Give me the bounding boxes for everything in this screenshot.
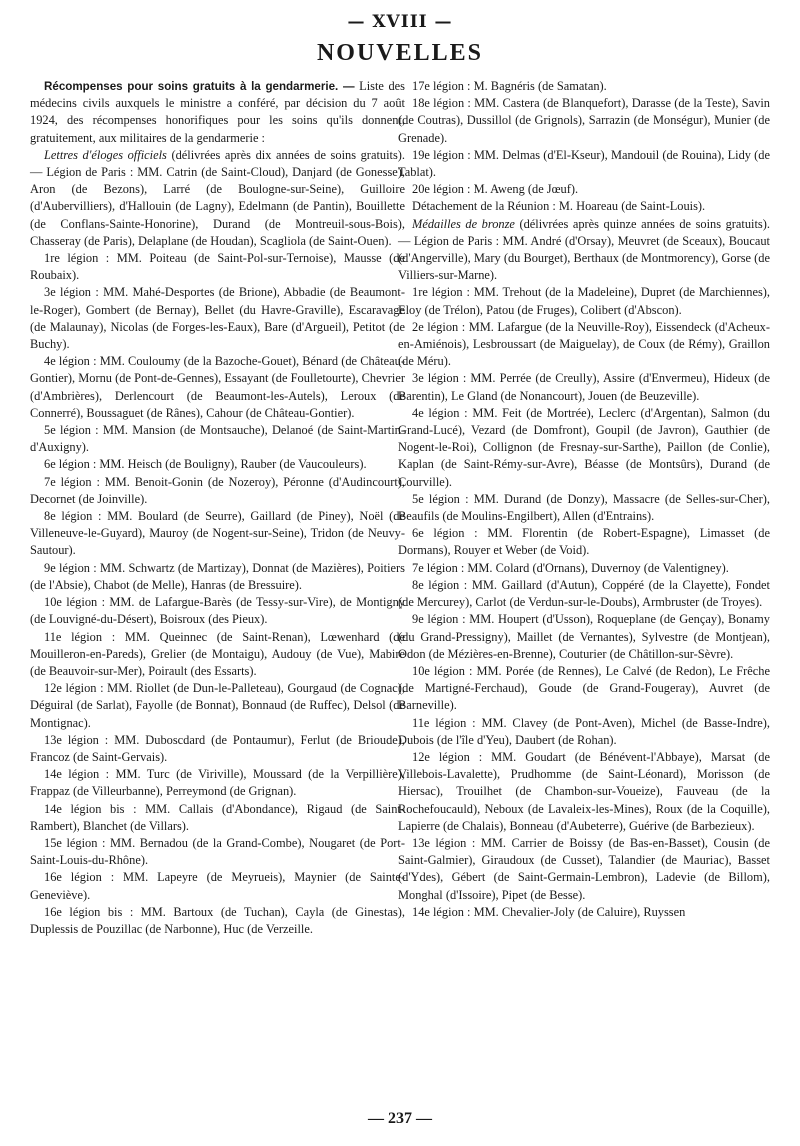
right-legion-list-after (398, 284, 770, 921)
legion-paragraph: 20e légion : M. Aweng (de Jœuf). (412, 182, 579, 197)
right-legion-list-before (398, 78, 770, 216)
legion-paragraph: 15e légion : MM. Bernadou (de la Grand-Combe), Nougaret (de Port-Saint-Louis-du-Rhône). (30, 835, 405, 868)
legion-paragraph: 14e légion : MM. Chevalier-Joly (de Caluire), Ruyssen (412, 904, 686, 919)
medailles-text: (délivrées après quinze années de soins gratuits). — Légion de Paris : MM. André (d'Orsay), Meuvret (de Sceaux), Boucaut (d'Angerville), Mary (du Bourget), Berthaux (de Montmorency), Gorse (de Villiers-sur-Marne). (398, 216, 770, 283)
legion-paragraph: 11e légion : MM. Clavey (de Pont-Aven), Michel (de Basse-Indre), Dubois (de l'île d'Yeu), Daubert (de Rohan). (398, 715, 770, 747)
legion-paragraph: 5e légion : MM. Durand (de Donzy), Massacre (de Selles-sur-Cher), Beaufils (de Moulins-Engilbert), Allen (d'Entrains). (398, 491, 770, 524)
legion-paragraph: 14e légion : MM. Turc (de Viriville), Moussard (de la Verpillière), Frappaz (de Villeurbanne), Perreymond (de Grignan). (30, 767, 405, 799)
legion-paragraph: 18e légion : MM. Castera (de Blanquefort), Darasse (de la Teste), Savin (de Coutras), Dussillol (de Grignols), Sarrazin (de Monségur), Munier (de Grenade). (398, 96, 770, 145)
legion-paragraph: 17e légion : M. Bagnéris (de Samatan). (412, 79, 607, 93)
page-title: NOUVELLES (316, 40, 484, 66)
left-legion-list (30, 250, 405, 938)
legion-paragraph: 16e légion bis : MM. Bartoux (de Tuchan), Cayla (de Ginestas), Duplessis de Pouzillac (de Narbonne), Huc (de Verzeille. (30, 904, 405, 936)
medailles-paragraph (398, 216, 770, 285)
section-heading: Récompenses pour soins gratuits à la gendarmerie. — (44, 80, 355, 93)
right-column (398, 78, 770, 921)
legion-paragraph: 13e légion : MM. Duboscdard (de Pontaumur), Ferlut (de Brioude), Francoz (de Saint-Gervais). (30, 732, 405, 764)
medailles-label: Médailles de bronze (412, 216, 515, 231)
legion-paragraph: 4e légion : MM. Feit (de Mortrée), Leclerc (d'Argentan), Salmon (du Grand-Lucé), Vezard (de Domfront), Goupil (de Javron), Gauthier (de Nogent-le-Roi), Collignon (de Fresnay-sur-Sarthe), Paillon (de Conlie), Kaplan (de Saint-Rémy-sur-Avre), Béasse (de Montsûrs), Durand (de Courville). (398, 405, 770, 489)
lettres-label: Lettres d'éloges officiels (44, 147, 167, 162)
legion-paragraph: 5e légion : MM. Mansion (de Montsauche), Delanoé (de Saint-Martin-d'Auxigny). (30, 423, 405, 455)
lettres-text: (délivrées après dix années de soins gratuits). — Légion de Paris : MM. Catrin (de Saint-Cloud), Danjard (de Gonesse), Aron (de Bezons), Larré (de Boulogne-sur-Seine), Guilloire (d'Aubervilliers), d'Hallouin (de Lagny), Edelmann (de Pantin), Bouillette (de Conflans-Sainte-Honorine), Durand (de Montreuil-sous-Bois), Chasseray (de Paris), Delaplane (de Houdan), Scagliola (de Saint-Ouen). (30, 147, 406, 248)
legion-paragraph: 11e légion : MM. Queinnec (de Saint-Renan), Lœwenhard (de Mouilleron-en-Pareds), Grelier (de Montaigu), Audouy (de Vue), Mabire (de Beauvoir-sur-Mer), Poirault (des Essarts). (30, 629, 405, 678)
legion-paragraph: 3e légion : MM. Perrée (de Creully), Assire (d'Envermeu), Hideux (de Barentin), Le Gland (de Nonancourt), Jouen (de Beuzeville). (398, 371, 770, 403)
legion-paragraph: 3e légion : MM. Mahé-Desportes (de Brione), Abbadie (de Beaumont-le-Roger), Gombert (de Bernay), Bellet (du Havre-Graville), Escaravage (de Malaunay), Nicolas (de Forges-les-Eaux), Bare (d'Argueil), Petitot (de Buchy). (30, 285, 405, 352)
legion-paragraph: 4e légion : MM. Couloumy (de la Bazoche-Gouet), Bénard (de Château-Gontier), Mornu (de Pont-de-Gennes), Essayant (de Foulletourte), Chevrier (d'Ambrières), Derlencourt (de Beaumont-les-Autels), Leroux (de Connerré), Boussaguet (de Rânes), Cahour (de Château-Gontier). (30, 354, 405, 420)
legion-paragraph: 12e légion : MM. Riollet (de Dun-le-Palleteau), Gourgaud (de Cognac), Déguiral (de Sarlat), Fayolle (de Bonnat), Bonnaud (de Ruffec), Delsol (de Montignac). (30, 681, 405, 730)
legion-paragraph: 10e légion : MM. Porée (de Rennes), Le Calvé (de Redon), Le Frêche (de Martigné-Ferchaud), Goude (de Grand-Fougeray), Auvret (de Barneville). (398, 663, 770, 713)
legion-paragraph: 2e légion : MM. Lafargue (de la Neuville-Roy), Eissendeck (d'Acheux-en-Amiénois), Lesbroussart (de Maiguelay), de Coux (de Rémy), Graillon (de Méru). (398, 319, 770, 369)
legion-paragraph: 14e légion bis : MM. Callais (d'Abondance), Rigaud (de Saint-Rambert), Blanchet (de Villars). (30, 801, 405, 833)
left-column (30, 78, 405, 938)
legion-paragraph: 6e légion : MM. Florentin (de Robert-Espagne), Limasset (de Dormans), Rouyer et Weber (de Void). (398, 526, 770, 558)
section-number: — XVIII — (347, 12, 453, 32)
legion-paragraph: 16e légion : MM. Lapeyre (de Meyrueis), Maynier (de Sainte-Geneviève). (30, 870, 405, 902)
legion-paragraph: 9e légion : MM. Houpert (d'Usson), Roqueplane (de Gençay), Bonamy (du Grand-Pressigny), Maillet (de Vernantes), Sylvestre (de Montjean), Odon (de Mézières-en-Brenne), Couturier (de Châtillon-sur-Sèvre). (398, 612, 770, 661)
legion-paragraph: 13e légion : MM. Carrier de Boissy (de Bas-en-Basset), Cousin (de Saint-Galmier), Giraudoux (de Cusset), Talandier (de Mauriac), Basset (d'Ydes), Gébert (de Saint-Germain-Lembron), Ladevie (de Billom), Monghal (d'Issoire), Pipet (de Besse). (398, 835, 770, 902)
intro-text: Liste des médecins civils auxquels le ministre a conféré, par décision du 7 août 1924, des récompenses honorifiques pour les soins qu'ils donnent, gratuitement, aux militaires de la gendarmerie : (30, 79, 405, 145)
legion-paragraph: 7e légion : MM. Colard (d'Ornans), Duvernoy (de Valentigney). (412, 560, 729, 575)
legion-paragraph: 8e légion : MM. Gaillard (d'Autun), Coppéré (de la Clayette), Fondet (de Mercurey), Carlot (de Verdun-sur-le-Doubs), Armbruster (de Troyes). (398, 577, 770, 610)
legion-paragraph: 9e légion : MM. Schwartz (de Martizay), Donnat (de Mazières), Poitiers (de l'Absie), Chabot (de Melle), Hanras (de Bressuire). (30, 560, 405, 592)
legion-paragraph: 1re légion : MM. Poiteau (de Saint-Pol-sur-Ternoise), Mausse (de Roubaix). (30, 251, 405, 283)
legion-paragraph: 8e légion : MM. Boulard (de Seurre), Gaillard (de Piney), Noël (de Villeneuve-le-Guyard), Mauroy (de Nogent-sur-Seine), Tridon (de Neuvy-Sautour). (30, 509, 405, 558)
legion-paragraph: 12e légion : MM. Goudart (de Bénévent-l'Abbaye), Marsat (de Villebois-Lavalette), Prudhomme (de Saint-Léonard), Morisson (de Hiersac), Trouilhet (de Chambon-sur-Voueize), Fauveau (de la Rochefoucauld), Neboux (de Lavaleix-les-Mines), Roux (de la Coquille), Lapierre (de Chalais), Bonneau (d'Aubeterre), Guérive (de Barbezieux). (398, 749, 770, 833)
legion-paragraph: Détachement de la Réunion : M. Hoareau (de Saint-Louis). (412, 199, 706, 214)
legion-paragraph: 6e légion : MM. Heisch (de Bouligny), Rauber (de Vaucouleurs). (44, 457, 367, 472)
page-number: — 237 — (368, 1110, 432, 1127)
legion-paragraph: 19e légion : MM. Delmas (d'El-Kseur), Mandouil (de Rouina), Lidy (de Tablat). (398, 147, 770, 180)
legion-paragraph: 7e légion : MM. Benoit-Gonin (de Nozeroy), Péronne (d'Audincourt), Decornet (de Joinville). (30, 474, 405, 506)
intro-paragraph (30, 78, 405, 147)
legion-paragraph: 10e légion : MM. de Lafargue-Barès (de Tessy-sur-Vire), de Montigny (de Louvigné-du-Désert), Boisroux (des Pieux). (30, 595, 405, 627)
legion-paragraph: 1re légion : MM. Trehout (de la Madeleine), Dupret (de Marchiennes), Eloy (de Trélon), Patou (de Fruges), Colibert (d'Abscon). (398, 285, 770, 317)
lettres-paragraph (30, 147, 405, 250)
